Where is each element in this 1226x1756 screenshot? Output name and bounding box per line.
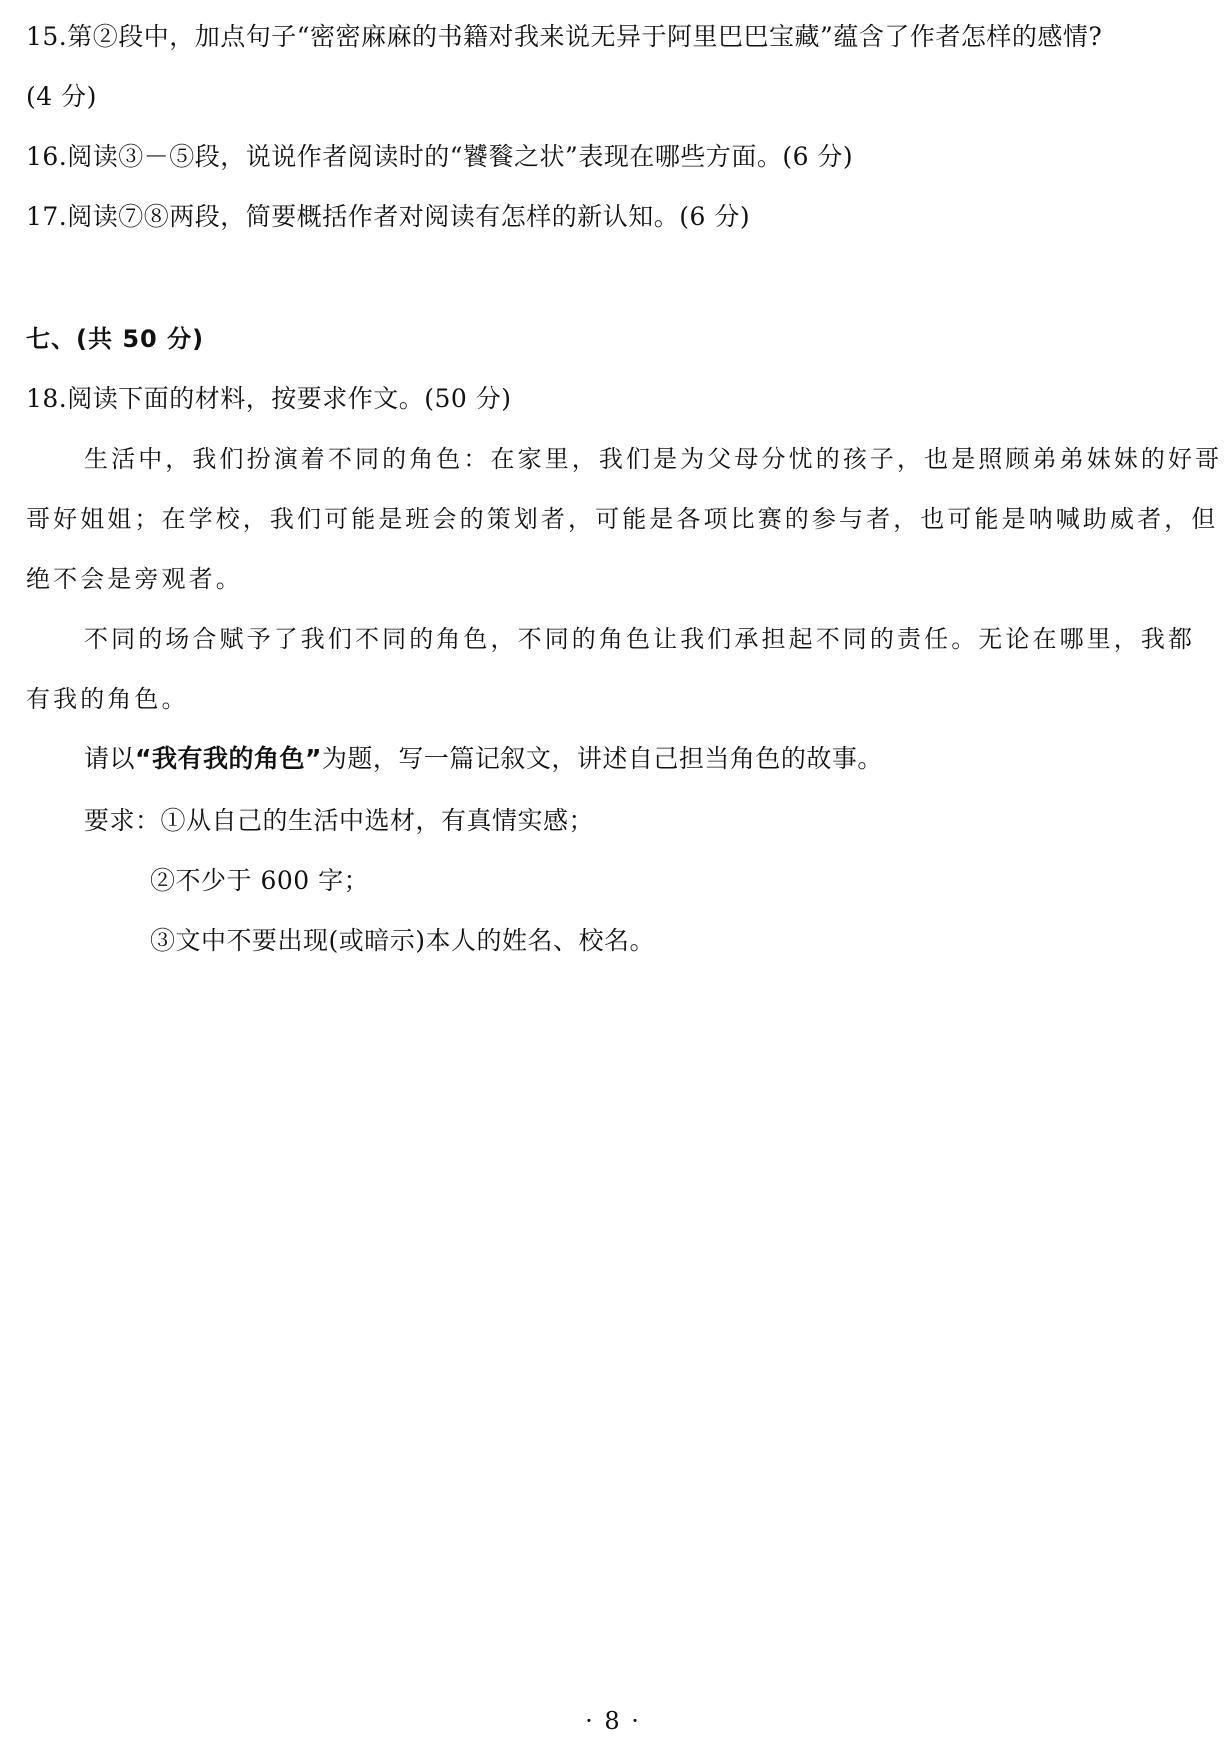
- material-paragraph-1-line-1: 生活中，我们扮演着不同的角色：在家里，我们是为父母分忧的孩子，也是照顾弟弟妹妹的好哥: [84, 445, 1223, 473]
- requirement-1: 要求：①从自己的生活中选材，有真情实感；: [84, 806, 595, 835]
- material-paragraph-1-line-2: 哥好姐姐；在学校，我们可能是班会的策划者，可能是各项比赛的参与者，也可能是呐喊助威者，但: [26, 505, 1219, 533]
- requirement-3: ③文中不要出现(或暗示)本人的姓名、校名。: [150, 926, 656, 955]
- essay-prompt: [84, 742, 883, 776]
- essay-title: “我有我的角色”: [135, 744, 322, 773]
- material-paragraph-2-line-2: 有我的角色。: [26, 685, 189, 713]
- question-17: 17.阅读⑦⑧两段，简要概括作者对阅读有怎样的新认知。(6 分): [26, 202, 751, 231]
- section-7-title: 七、(共 50 分): [26, 325, 205, 353]
- material-paragraph-1-line-3: 绝不会是旁观者。: [26, 565, 243, 593]
- question-15-line-1: 15.第②段中，加点句子“密密麻麻的书籍对我来说无异于阿里巴巴宝藏”蕴含了作者怎样的感情?: [26, 22, 1103, 51]
- page-number: · 8 ·: [585, 1707, 641, 1735]
- essay-prompt-before: 请以: [84, 744, 136, 773]
- material-paragraph-2-line-1: 不同的场合赋予了我们不同的角色，不同的角色让我们承担起不同的责任。无论在哪里，我都: [84, 625, 1196, 653]
- requirement-2: ②不少于 600 字；: [150, 866, 370, 895]
- essay-prompt-after: 为题，写一篇记叙文，讲述自己担当角色的故事。: [321, 744, 883, 773]
- question-18: 18.阅读下面的材料，按要求作文。(50 分): [26, 384, 512, 413]
- question-15-line-2: (4 分): [26, 82, 97, 111]
- question-16: 16.阅读③－⑤段，说说作者阅读时的“饕餮之状”表现在哪些方面。(6 分): [26, 142, 854, 171]
